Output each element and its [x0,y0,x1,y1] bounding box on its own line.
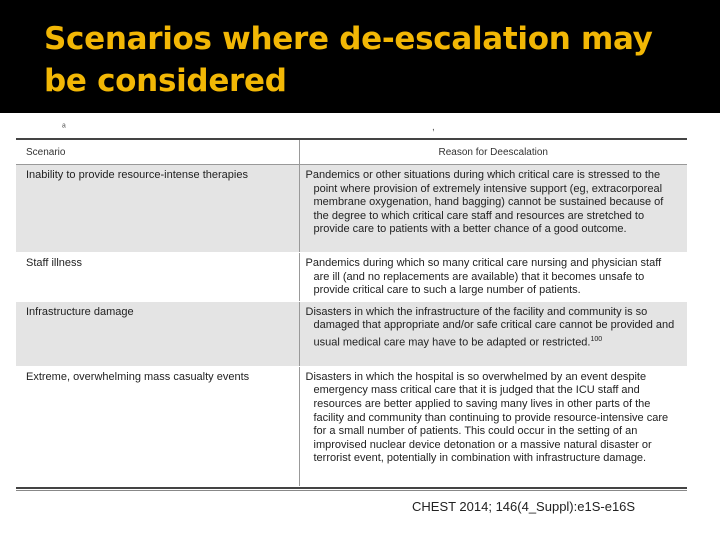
reason-cell [299,301,687,366]
reason-cell [299,366,687,486]
reference-superscript: 100 [590,335,603,343]
table-row [16,165,687,253]
header-scenario: Scenario [16,140,299,165]
scan-mark-right: , [432,122,435,133]
slide-title: Scenarios where de-escalation may be considered [44,21,653,99]
scenario-cell: Inability to provide resource-intense therapies [16,165,299,253]
table-header-row [16,140,687,165]
scenario-cell: Staff illness [16,253,299,302]
table-row [16,366,687,486]
scenario-cell: Extreme, overwhelming mass casualty events [16,366,299,486]
reason-cell [299,165,687,253]
reason-text: Pandemics or other situations during which critical care is stressed to the point where provision of extremely intensive support (eg, extracorporeal membrane oxygenation, hand bagging) cannot be sustained because of the degree to which critical care staff and resources are stretched to provide care to patients with a better chance of a good outcome. [305,169,664,236]
table-row [16,301,687,366]
header-reason: Reason for Deescalation [299,140,687,165]
scan-artifacts [0,122,720,132]
reason-text: Disasters in which the hospital is so overwhelmed by an event despite emergency mass critical care that it is judged that the ICU staff and resources are better applied to saving many lives in other parts of the facility and community than continuing to provide resource-intensive care for a small number of patients. This could occur in the setting of an improvised nuclear device detonation or a massive natural disaster or terrorist event, potentially in combination with infrastructure damage. [305,370,669,465]
reason-text: Disasters in which the infrastructure of the facility and community is so damaged that appropriate and/or safe critical care cannot be provided and usual medical care may have to be adapted or restricted. [305,305,675,349]
table-row [16,253,687,302]
table-container [16,138,687,491]
table-bottom-rule [16,487,687,489]
scenario-cell: Infrastructure damage [16,301,299,366]
reason-text: Pandemics during which so many critical care nursing and physician staff are ill (and no replacements are available) that it becomes unsafe to provide critical care to such a large number of patients. [305,257,662,297]
deescalation-table [16,140,687,487]
title-bar [0,0,720,113]
scan-mark-left: ᵃ [62,122,66,133]
citation: CHEST 2014; 146(4_Suppl):e1S-e16S [412,499,636,514]
reason-wrapper [306,306,678,350]
table-bottom-rule-thin [16,490,687,491]
reason-cell [299,253,687,302]
